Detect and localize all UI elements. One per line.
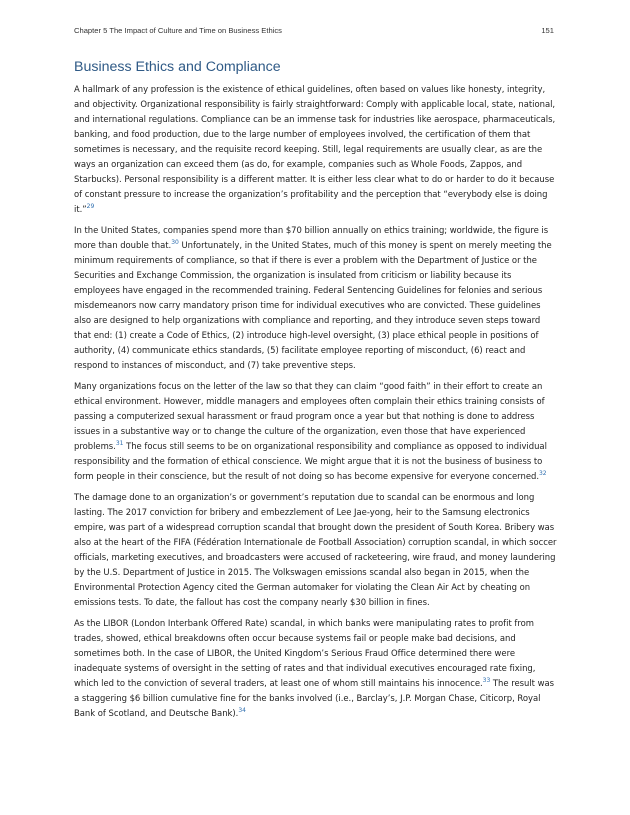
paragraph bbox=[74, 82, 558, 217]
paragraph bbox=[74, 223, 558, 373]
paragraph-text: As the LIBOR (London Interbank Offered Rate) scandal, in which banks were manipulating rates to profit from trades, showed, ethical breakdowns often occur because systems fail or people make bad decisions, and sometimes both. In the case of LIBOR, the United Kingdom’s Serious Fraud Office determined there were inadequate systems of oversight in the setting of rates and that individual executives encouraged rate fixing, which led to the conviction of several traders, at least one of whom still maintains his innocence. bbox=[74, 618, 536, 688]
paragraph-text: The focus still seems to be on organizational responsibility and compliance as opposed to individual responsibility and the formation of ethical conscience. We might argue that it is not the business of business to form people in their conscience, but the result of not doing so has become expensive for everyone concerned. bbox=[74, 441, 547, 481]
chapter-title: Chapter 5 The Impact of Culture and Time on Business Ethics bbox=[74, 26, 282, 35]
body-text bbox=[74, 82, 558, 727]
paragraph bbox=[74, 490, 558, 610]
page-number: 151 bbox=[541, 26, 554, 35]
paragraph-text: The result was a staggering $6 billion cumulative fine for the banks involved (i.e., Barclay’s, J.P. Morgan Chase, Citicorp, Royal Bank of Scotland, and Deutsche Bank). bbox=[74, 678, 555, 718]
paragraph-text: Unfortunately, in the United States, much of this money is spent on merely meeting the minimum requirements of compliance, so that if there is ever a problem with the Department of Justice or the Securities and Exchange Commission, the organization is insulated from criticism or liability because its employees have engaged in the recommended training. Federal Sentencing Guidelines for felonies and serious misdemeanors now carry mandatory prison time for individual executives who are convicted. These guidelines also are designed to help organizations with compliance and reporting, and they introduce seven steps toward that end: (1) create a Code of Ethics, (2) introduce high-level oversight, (3) place ethical people in positions of authority, (4) communicate ethics standards, (5) facilitate employee reporting of misconduct, (6) react and respond to instances of misconduct, and (7) take preventive steps. bbox=[74, 240, 552, 370]
paragraph bbox=[74, 616, 558, 721]
footnote-ref[interactable]: 34 bbox=[238, 707, 246, 714]
paragraph-text: In the United States, companies spend more than $70 billion annually on ethics training; worldwide, the figure is more than double that. bbox=[74, 225, 549, 250]
paragraph-text: A hallmark of any profession is the existence of ethical guidelines, often based on values like honesty, integrity, and objectivity. Organizational responsibility is fairly straightforward: Comply with applicable local, state, national, and international regulations. Compliance can be an immense task for industries like aerospace, pharmaceuticals, banking, and food production, due to the large number of employees involved, the certification of them that sometimes is necessary, and the requisite record keeping. Still, legal requirements are usually clear, as are the ways an organization can exceed them (as do, for example, companies such as Whole Foods, Zappos, and Starbucks). Personal responsibility is a different matter. It is either less clear what to do or harder to do it because of constant pressure to increase the organization’s profitability and the perception that “everybody else is doing it.” bbox=[74, 84, 556, 214]
running-header bbox=[74, 26, 554, 35]
section-title: Business Ethics and Compliance bbox=[74, 59, 281, 75]
footnote-ref[interactable]: 33 bbox=[482, 677, 491, 684]
footnote-ref[interactable]: 29 bbox=[86, 203, 95, 210]
paragraph bbox=[74, 379, 558, 484]
footnote-ref[interactable]: 31 bbox=[115, 440, 124, 447]
footnote-ref[interactable]: 30 bbox=[171, 239, 179, 246]
paragraph-text: The damage done to an organization’s or government’s reputation due to scandal can be enormous and long lasting. The 2017 conviction for bribery and embezzlement of Lee Jae-yong, heir to the Samsung electronics empire, was part of a widespread corruption scandal that brought down the president of South Korea. Bribery was also at the heart of the FIFA (Fédération Internationale de Football Association) corruption scandal, in which soccer officials, marketing executives, and broadcasters were accused of racketeering, wire fraud, and money laundering by the U.S. Department of Justice in 2015. The Volkswagen emissions scandal also began in 2015, when the Environmental Protection Agency cited the German automaker for violating the Clean Air Act by cheating on emissions tests. To date, the fallout has cost the company nearly $30 billion in fines. bbox=[74, 492, 557, 607]
paragraph-text: Many organizations focus on the letter of the law so that they can claim “good faith” in their effort to create an ethical environment. However, middle managers and employees often complain their ethics training consists of passing a computerized sexual harassment or fraud program once a year but that nothing is done to address issues in a substantive way or to change the culture of the organization, even those that have experienced problems. bbox=[74, 381, 545, 451]
footnote-ref[interactable]: 32 bbox=[539, 470, 547, 477]
